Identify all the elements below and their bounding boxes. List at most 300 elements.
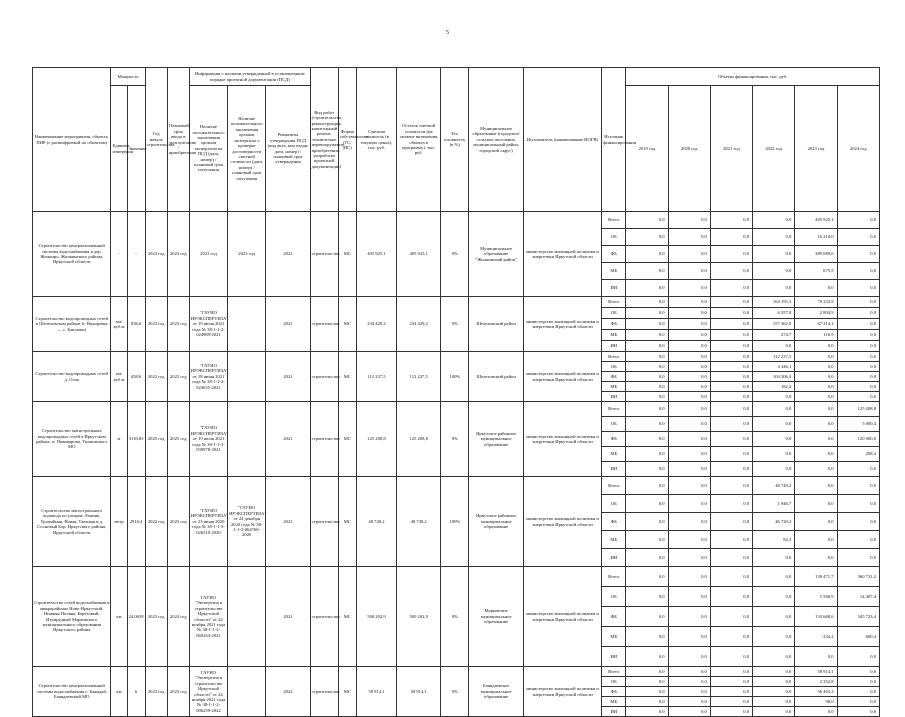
col-header-expertise: Наличие положительного заключения органов экспертизы на ПСД (дата, номер) / плановый срок получения: [189, 86, 227, 212]
estimated-cost: 58 914,1: [356, 667, 396, 717]
funding-value: 0,0: [753, 392, 795, 402]
funding-value: 0,0: [753, 549, 795, 567]
psd-approval: 2021: [266, 567, 310, 667]
municipality: Баяндаевское муниципальное образование: [469, 667, 523, 717]
funding-source: ОБ: [602, 587, 626, 607]
funding-value: 0,0: [837, 697, 879, 707]
funding-value: 0,0: [668, 372, 710, 382]
capacity-value: 6: [127, 667, 145, 717]
funding-value: 0,0: [795, 513, 837, 531]
funding-value: 0,0: [837, 462, 879, 477]
funding-value: 0,0: [753, 432, 795, 447]
col-header-year: 2021 год: [710, 86, 752, 212]
start-year: 2022 год: [145, 477, 167, 567]
funding-value: 0,0: [795, 392, 837, 402]
funding-value: 0,0: [753, 402, 795, 417]
executor: министерство жилищной политики и энергетики Иркутской области: [523, 352, 601, 402]
cost-check-info: 2023 год: [228, 212, 266, 297]
funding-value: 0,0: [668, 280, 710, 297]
funding-source: МБ: [602, 627, 626, 647]
funding-value: 0,0: [668, 417, 710, 432]
remaining-cost: 125 208,8: [397, 402, 441, 477]
col-header-executor: Исполнитель (наименование ИОГВ): [523, 68, 601, 212]
funding-value: 0,0: [668, 495, 710, 513]
funding-value: 0,0: [668, 432, 710, 447]
readiness: 100%: [441, 477, 469, 567]
table-body: [33, 212, 880, 717]
funding-value: 0,0: [710, 352, 752, 362]
municipality: Шелеховский район: [469, 352, 523, 402]
funding-value: 0,0: [837, 330, 879, 341]
col-header-remaining-cost: Остаток сметной стоимости (на момент включения объекта в программу), тыс. руб.: [397, 68, 441, 212]
funding-source: ОБ: [602, 417, 626, 432]
psd-approval: 2022: [266, 212, 310, 297]
funding-value: 14 407,4: [837, 587, 879, 607]
work-type: строительство: [310, 567, 338, 667]
remaining-cost: 48 749,2: [397, 477, 441, 567]
funding-value: 133 668,6: [795, 607, 837, 627]
funding-value: 0,0: [626, 531, 668, 549]
municipality: Иркутское районное муниципальное образование: [469, 477, 523, 567]
funding-value: 0,0: [837, 341, 879, 352]
start-year: 2022 год: [145, 352, 167, 402]
funding-value: 0,0: [710, 362, 752, 372]
funding-source: ИИ: [602, 341, 626, 352]
funding-value: 0,0: [710, 319, 752, 330]
funding-value: 0,0: [753, 687, 795, 697]
funding-value: 0,0: [668, 308, 710, 319]
funding-value: 0,0: [710, 280, 752, 297]
funding-value: 0,0: [668, 402, 710, 417]
col-header-cap-value: Значение: [127, 86, 145, 212]
funding-value: 0,0: [795, 495, 837, 513]
funding-value: 4 346,1: [753, 362, 795, 372]
funding-value: 0,0: [795, 341, 837, 352]
table-row: [33, 567, 880, 587]
funding-value: 0,0: [837, 707, 879, 717]
estimated-cost: 125 208,8: [356, 402, 396, 477]
funding-value: 0,0: [626, 330, 668, 341]
funding-value: 0,0: [668, 627, 710, 647]
funding-value: 0,0: [837, 495, 879, 513]
funding-value: 345 723,4: [837, 607, 879, 627]
funding-value: 0,0: [626, 319, 668, 330]
funding-value: 0,0: [753, 447, 795, 462]
funding-value: 0,0: [668, 549, 710, 567]
funding-value: 0,0: [668, 687, 710, 697]
funding-value: 0,0: [626, 362, 668, 372]
funding-value: 56 463,3: [795, 687, 837, 697]
col-header-year: 2020 год: [668, 86, 710, 212]
funding-value: 0,0: [626, 352, 668, 362]
funding-value: 0,0: [710, 263, 752, 280]
table-row: [33, 212, 880, 229]
col-header-psd-info: Информация о наличии утвержденной в установленном порядке проектной документации (ПСД): [189, 68, 310, 86]
readiness: 0%: [441, 567, 469, 667]
funding-source: ОБ: [602, 229, 626, 246]
funding-value: 0,0: [626, 263, 668, 280]
funding-value: 16 210,0: [795, 229, 837, 246]
funding-value: 0,0: [668, 319, 710, 330]
funding-value: 0,0: [668, 341, 710, 352]
expertise-info: "ГАУИО ИРЭКСПЕРТИЗА" от 19 июля 2021 года № 38-1-1-3-038978-2021: [189, 402, 227, 477]
funding-value: 0,0: [710, 667, 752, 677]
capacity-unit: км/куб.м: [111, 352, 127, 402]
funding-value: 0,0: [795, 432, 837, 447]
funding-value: 0,0: [795, 531, 837, 549]
planned-year: 2022 год: [167, 352, 189, 402]
ownership: МС: [338, 402, 356, 477]
readiness: 100%: [441, 352, 469, 402]
funding-value: 0,0: [668, 587, 710, 607]
funding-value: 0,0: [668, 297, 710, 308]
funding-source: ИИ: [602, 707, 626, 717]
capacity-value: -: [127, 212, 145, 297]
funding-value: 0,0: [710, 432, 752, 447]
table-row: [33, 297, 880, 308]
funding-value: 67 314,1: [795, 319, 837, 330]
planned-year: 2023 год: [167, 477, 189, 567]
col-header-year: 2019 год: [626, 86, 668, 212]
investment-program-table: [32, 67, 880, 717]
funding-value: 0,0: [710, 495, 752, 513]
funding-value: 0,0: [753, 677, 795, 687]
funding-source: ФБ: [602, 513, 626, 531]
funding-value: 208,4: [837, 447, 879, 462]
funding-value: 0,0: [626, 549, 668, 567]
executor: министерство жилищной политики и энергетики Иркутской области: [523, 402, 601, 477]
funding-value: 98,0: [795, 697, 837, 707]
col-header-ownership: Форма собственности (ГС/МС): [338, 68, 356, 212]
funding-value: 5 568,9: [795, 587, 837, 607]
funding-value: 0,0: [668, 697, 710, 707]
funding-source: МБ: [602, 382, 626, 392]
funding-value: 0,0: [626, 495, 668, 513]
funding-value: 0,0: [753, 462, 795, 477]
funding-value: 0,0: [753, 567, 795, 587]
funding-value: 0,0: [753, 607, 795, 627]
funding-value: 0,0: [753, 697, 795, 707]
funding-value: 0,0: [837, 531, 879, 549]
object-name: Строительство централизованной системы водоснабжения в дер. Жилкино, Жилкинского района, Иркутской области: [33, 212, 111, 297]
funding-value: 0,0: [626, 212, 668, 229]
ownership: МС: [338, 477, 356, 567]
funding-value: 0,0: [710, 687, 752, 697]
funding-value: 0,0: [626, 687, 668, 697]
funding-value: 0,0: [837, 352, 879, 362]
funding-value: 0,0: [837, 297, 879, 308]
readiness: 0%: [441, 297, 469, 352]
estimated-cost: 405 925,1: [356, 212, 396, 297]
funding-value: 0,0: [753, 417, 795, 432]
col-header-year: 2023 год: [795, 86, 837, 212]
funding-source: ИИ: [602, 462, 626, 477]
funding-source: ИИ: [602, 549, 626, 567]
funding-value: 58 914,1: [795, 667, 837, 677]
funding-value: 0,0: [710, 647, 752, 667]
funding-value: 0,0: [753, 263, 795, 280]
funding-value: 0,0: [795, 280, 837, 297]
funding-value: 125 208,8: [837, 402, 879, 417]
municipality: Марковское муниципальное образование: [469, 567, 523, 667]
funding-value: 82,3: [753, 531, 795, 549]
psd-approval: 2022: [266, 667, 310, 717]
funding-value: 0,0: [795, 362, 837, 372]
funding-value: 0,0: [668, 647, 710, 667]
expertise-info: 2023 год: [189, 212, 227, 297]
table-row: [33, 402, 880, 417]
funding-value: 0,0: [626, 297, 668, 308]
municipality: Шелеховский район: [469, 297, 523, 352]
funding-value: 0,0: [668, 263, 710, 280]
funding-value: 0,0: [626, 372, 668, 382]
funding-source: Всего: [602, 667, 626, 677]
funding-value: 0,0: [837, 647, 879, 667]
funding-value: 0,0: [795, 352, 837, 362]
funding-value: 0,0: [753, 587, 795, 607]
cost-check-info: [228, 352, 266, 402]
work-type: строительство: [310, 402, 338, 477]
col-header-capacity: Мощность: [111, 68, 145, 86]
object-name: Строительство централизованной системы водоснабжения с. Баяндай, Баяндаевский МО: [33, 667, 111, 717]
funding-source: МБ: [602, 330, 626, 341]
funding-value: 6 557,8: [753, 308, 795, 319]
funding-value: 0,0: [710, 212, 752, 229]
funding-value: 0,0: [753, 667, 795, 677]
funding-value: 0,0: [710, 447, 752, 462]
funding-value: 274,7: [753, 330, 795, 341]
funding-source: ФБ: [602, 687, 626, 697]
funding-value: 675,5: [795, 263, 837, 280]
col-header-cap-unit: Единица измерения: [111, 86, 127, 212]
funding-value: 0,0: [626, 402, 668, 417]
funding-value: 0,0: [626, 417, 668, 432]
col-header-readiness: Тех. готовность, (в %): [441, 68, 469, 212]
estimated-cost: 48 749,2: [356, 477, 396, 567]
funding-value: 164 195,3: [753, 297, 795, 308]
funding-value: 0,0: [668, 667, 710, 677]
funding-value: 0,0: [710, 587, 752, 607]
funding-value: 0,0: [753, 212, 795, 229]
funding-value: 0,0: [668, 229, 710, 246]
object-name: Строительство водопроводных сетей в Шелеховском районе (г. Вихоревка — с. Баклаши): [33, 297, 111, 352]
executor: министерство жилищной политики и энергетики Иркутской области: [523, 212, 601, 297]
start-year: 2023 год: [145, 567, 167, 667]
remaining-cost: 58 914,1: [397, 667, 441, 717]
funding-value: 0,0: [753, 707, 795, 717]
capacity-unit: м: [111, 402, 127, 477]
funding-value: 0,0: [710, 697, 752, 707]
funding-source: МБ: [602, 263, 626, 280]
funding-value: 0,0: [626, 627, 668, 647]
funding-source: ИИ: [602, 280, 626, 297]
table-header: [33, 68, 880, 212]
funding-value: 104 306,4: [753, 372, 795, 382]
object-name: Строительство магистрального водовода по улицам: Ленина, Урожайная, Новая, Таежная в д. Сосновый Бор, Иркутского района, Иркутской области: [33, 477, 111, 567]
col-header-year: 2022 год: [753, 86, 795, 212]
funding-value: 0,0: [837, 382, 879, 392]
funding-source: ОБ: [602, 308, 626, 319]
capacity-value: 458,6: [127, 352, 145, 402]
capacity-value: 836,6: [127, 297, 145, 352]
funding-value: 0,0: [626, 697, 668, 707]
executor: министерство жилищной политики и энергетики Иркутской области: [523, 297, 601, 352]
funding-value: 0,0: [626, 667, 668, 677]
funding-value: 0,0: [668, 447, 710, 462]
funding-value: 116,9: [795, 330, 837, 341]
work-type: строительство: [310, 667, 338, 717]
funding-source: МБ: [602, 531, 626, 549]
funding-source: Всего: [602, 567, 626, 587]
cost-check-info: [228, 297, 266, 352]
funding-source: Всего: [602, 212, 626, 229]
funding-value: 0,0: [668, 212, 710, 229]
funding-value: 0,0: [626, 308, 668, 319]
funding-value: 0,0: [753, 341, 795, 352]
funding-source: ОБ: [602, 677, 626, 687]
funding-source: ФБ: [602, 372, 626, 382]
funding-value: 0,0: [710, 402, 752, 417]
funding-value: 0,0: [626, 607, 668, 627]
capacity-unit: км/куб.м: [111, 297, 127, 352]
col-header-cost-check: Наличие положительного заключения органов экспертизы о проверке достоверности сметной стоимости (дата, номер) / плановый срок получения: [228, 86, 266, 212]
funding-value: 0,0: [710, 308, 752, 319]
capacity-value: 3116,83: [127, 402, 145, 477]
funding-value: 70 233,9: [795, 297, 837, 308]
ownership: МС: [338, 567, 356, 667]
executor: министерство жилищной политики и энергетики Иркутской области: [523, 477, 601, 567]
executor: министерство жилищной политики и энергетики Иркутской области: [523, 567, 601, 667]
funding-value: 0,0: [668, 607, 710, 627]
col-header-municipality: Муниципальное образование (городское/сельское поселение, муниципальный район, городской округ): [469, 68, 523, 212]
remaining-cost: 112 237,5: [397, 352, 441, 402]
object-name: Строительство сетей водоснабжения в микрорайонах Ново-Иркутский, Нижняя Поляна, Березовый, Изумрудный Марковского муниципального образования Иркутского района: [33, 567, 111, 667]
funding-value: 0,0: [668, 677, 710, 687]
object-name: Строительство магистральных водопроводных сетей в Иркутском районе, п. Пивоварова, Ушаковского МО: [33, 402, 111, 477]
funding-value: 0,0: [753, 246, 795, 263]
funding-value: 0,0: [710, 707, 752, 717]
funding-value: 0,0: [626, 341, 668, 352]
planned-year: 2023 год: [167, 297, 189, 352]
funding-value: 0,0: [795, 549, 837, 567]
col-header-funding-source: Источник финансирования: [602, 68, 626, 212]
table-row: [33, 667, 880, 677]
remaining-cost: 500 202,9: [397, 567, 441, 667]
executor: министерство жилищной политики и энергетики Иркутской области: [523, 667, 601, 717]
funding-value: 0,0: [626, 477, 668, 495]
funding-value: 0,0: [753, 647, 795, 667]
funding-value: 0,0: [710, 627, 752, 647]
funding-value: 120 000,0: [837, 432, 879, 447]
funding-value: 0,0: [710, 382, 752, 392]
estimated-cost: 500 202,9: [356, 567, 396, 667]
funding-value: 0,0: [837, 280, 879, 297]
work-type: строительство: [310, 212, 338, 297]
estimated-cost: 234 429,2: [356, 297, 396, 352]
psd-approval: 2021: [266, 402, 310, 477]
col-header-estimated-cost: Сметная стоимость (в текущих ценах), тыс. руб.: [356, 68, 396, 212]
funding-value: 0,0: [626, 647, 668, 667]
readiness: 0%: [441, 667, 469, 717]
funding-value: 0,0: [668, 462, 710, 477]
funding-source: ОБ: [602, 495, 626, 513]
funding-value: 0,0: [710, 229, 752, 246]
funding-value: 0,0: [710, 567, 752, 587]
planned-year: 2023 год: [167, 212, 189, 297]
funding-source: Всего: [602, 352, 626, 362]
capacity-value: 24,0658: [127, 567, 145, 667]
funding-value: 0,0: [837, 677, 879, 687]
start-year: 2023 год: [145, 667, 167, 717]
funding-value: 46 720,2: [753, 513, 795, 531]
funding-value: 405 925,1: [795, 212, 837, 229]
funding-value: 0,0: [837, 687, 879, 697]
funding-value: 157 362,8: [753, 319, 795, 330]
funding-value: 0,0: [710, 531, 752, 549]
funding-value: 0,0: [668, 567, 710, 587]
funding-value: 48 749,2: [753, 477, 795, 495]
start-year: 2023 год: [145, 212, 167, 297]
cost-check-info: [228, 567, 266, 667]
funding-value: 0,0: [668, 246, 710, 263]
estimated-cost: 112 237,5: [356, 352, 396, 402]
funding-value: 0,0: [626, 513, 668, 531]
capacity-unit: метр: [111, 477, 127, 567]
page-number: 5: [446, 30, 449, 36]
funding-value: 0,0: [753, 627, 795, 647]
funding-value: 0,0: [626, 447, 668, 462]
funding-value: 0,0: [795, 477, 837, 495]
object-name: Строительство водопроводных сетей д. Олха: [33, 352, 111, 402]
cost-check-info: [228, 402, 266, 477]
col-header-planned-year: Плановый срок ввода в эксплуатацию / приобретения: [167, 68, 189, 212]
funding-value: 1 946,7: [753, 495, 795, 513]
funding-value: 0,0: [795, 402, 837, 417]
funding-value: 0,0: [837, 392, 879, 402]
funding-value: 0,0: [668, 392, 710, 402]
remaining-cost: 234 429,2: [397, 297, 441, 352]
funding-source: ФБ: [602, 319, 626, 330]
funding-value: 0,0: [753, 280, 795, 297]
funding-value: 389 089,6: [795, 246, 837, 263]
funding-value: 0,0: [710, 549, 752, 567]
funding-source: ИИ: [602, 647, 626, 667]
capacity-value: 2916,4: [127, 477, 145, 567]
funding-value: 0,0: [668, 382, 710, 392]
funding-value: 0,0: [626, 707, 668, 717]
capacity-unit: -: [111, 212, 127, 297]
start-year: 2025 год: [145, 402, 167, 477]
funding-value: 0,0: [710, 372, 752, 382]
readiness: 0%: [441, 402, 469, 477]
funding-value: 0,0: [710, 246, 752, 263]
cost-check-info: [228, 667, 266, 717]
readiness: 0%: [441, 212, 469, 297]
work-type: строительство: [310, 477, 338, 567]
funding-value: 0,0: [710, 607, 752, 627]
funding-value: 0,0: [710, 477, 752, 495]
funding-value: 234,2: [795, 627, 837, 647]
funding-value: 0,0: [837, 372, 879, 382]
funding-value: 0,0: [837, 319, 879, 330]
funding-value: 0,0: [837, 362, 879, 372]
col-header-funding-volumes: Объемы финансирования, тыс. руб.: [626, 68, 880, 86]
funding-value: 0,0: [626, 462, 668, 477]
funding-value: 0,0: [837, 549, 879, 567]
expertise-info: "ГАУИО ИРЭКСПЕРТИЗА" от 23 июня 2020 года № 38-1-1-3-026510-2020: [189, 477, 227, 567]
funding-value: 0,0: [626, 567, 668, 587]
planned-year: 2024 год: [167, 567, 189, 667]
